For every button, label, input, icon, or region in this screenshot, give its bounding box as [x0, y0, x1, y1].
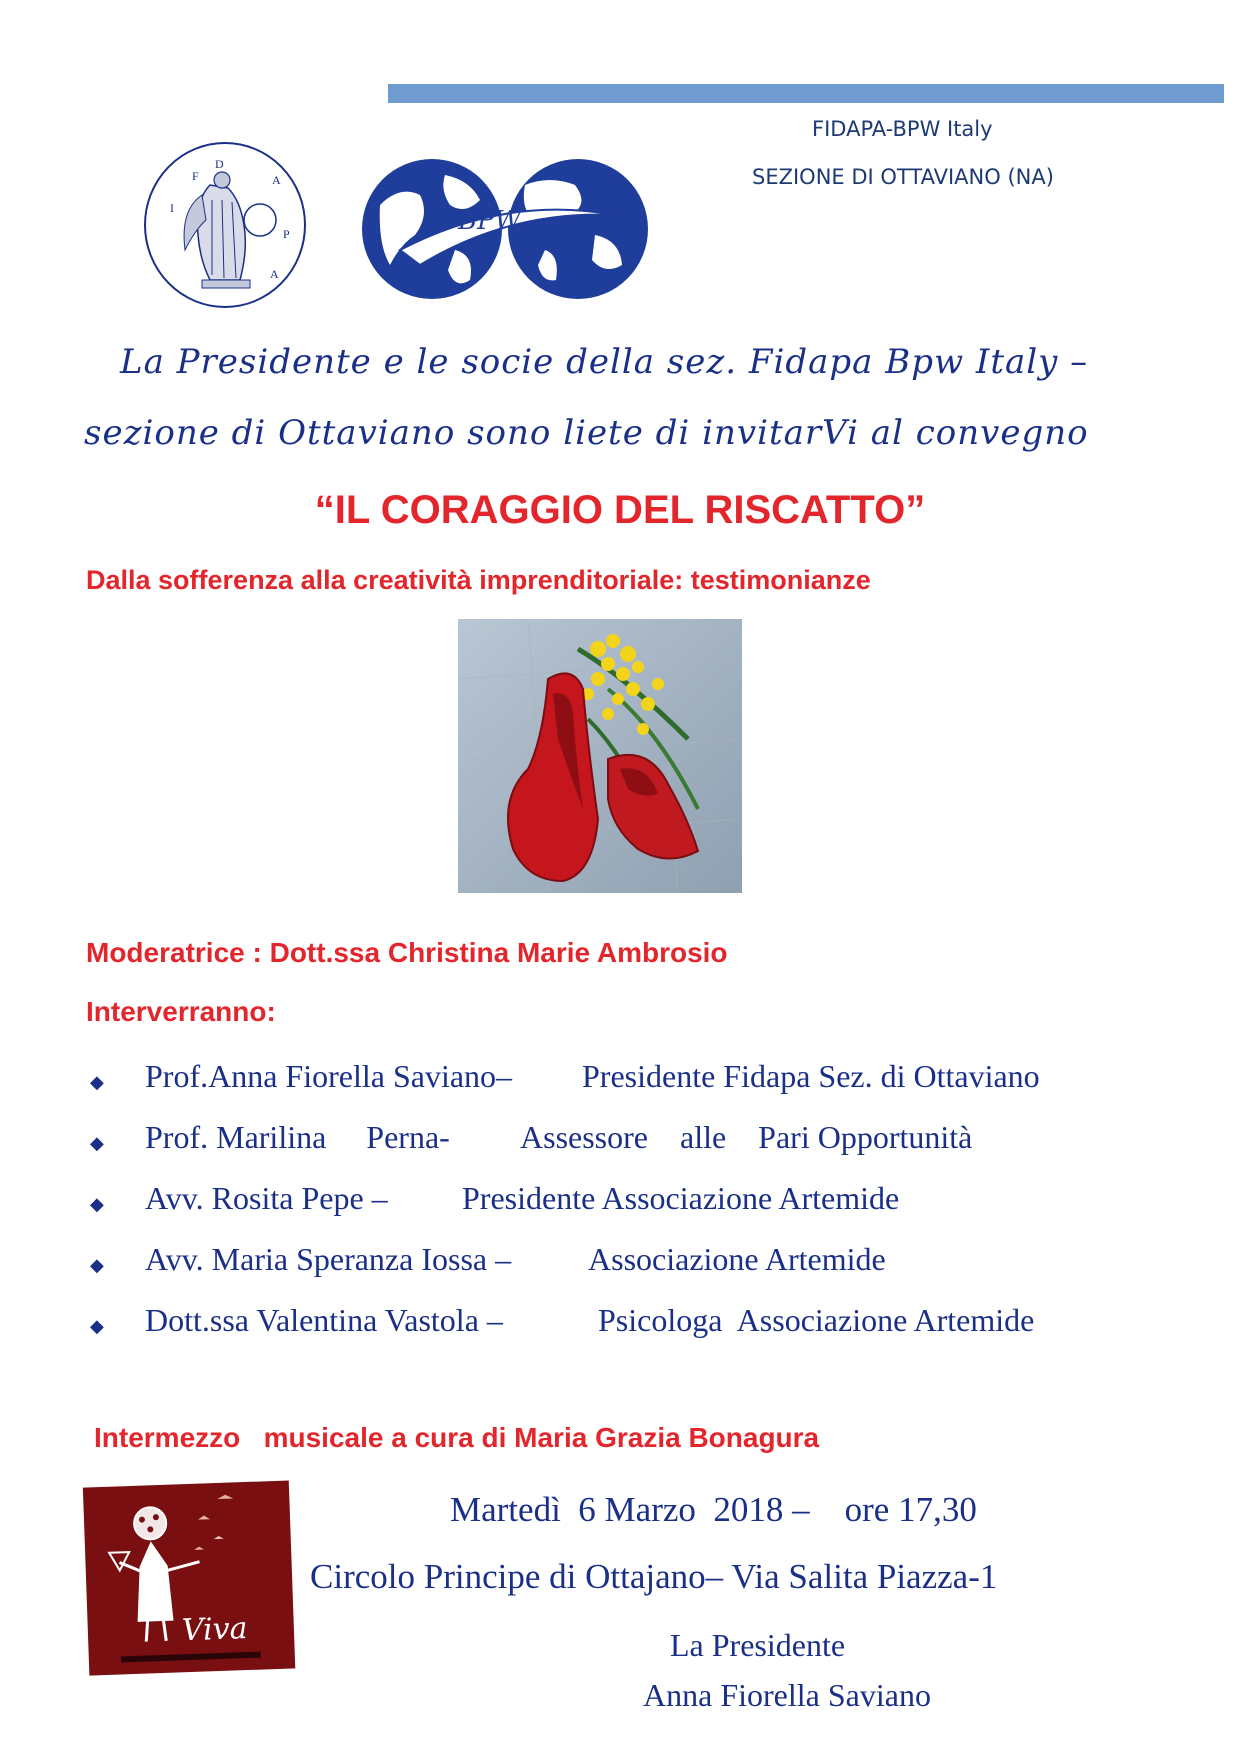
speaker-3-name: Avv. Rosita Pepe –	[145, 1180, 388, 1216]
event-venue: Circolo Principe di Ottajano– Via Salita Piazza-1	[310, 1557, 998, 1596]
bullet-icon: ◆	[90, 1133, 104, 1153]
seal-letter-i: I	[170, 201, 174, 215]
speaker-5-name: Dott.ssa Valentina Vastola –	[145, 1302, 503, 1338]
invitation-line-2: sezione di Ottaviano sono liete di invitarVi al convegno	[84, 413, 1089, 453]
viva-logo	[80, 1470, 300, 1682]
speaker-1-role: Presidente Fidapa Sez. di Ottaviano	[582, 1058, 1040, 1094]
viva-logo-text: Viva	[181, 1611, 249, 1649]
signature-title: La Presidente	[670, 1627, 846, 1663]
seal-letter-d: D	[215, 157, 224, 171]
seal-letter-f: F	[192, 169, 199, 183]
bullet-icon: ◆	[90, 1194, 104, 1214]
org-name: FIDAPA-BPW Italy	[812, 117, 993, 141]
bullet-icon: ◆	[90, 1255, 104, 1275]
header-bar	[388, 84, 1224, 103]
red-shoes-photo	[458, 619, 742, 893]
bpw-logo-text: BPW	[458, 206, 522, 236]
speaker-2-name: Prof. Marilina Perna-	[145, 1119, 450, 1155]
seal-letter-p: P	[283, 227, 290, 241]
signature-name: Anna Fiorella Saviano	[643, 1677, 931, 1713]
event-title: “IL CORAGGIO DEL RISCATTO”	[314, 488, 926, 532]
bullet-icon: ◆	[90, 1316, 104, 1336]
invitation-line-1: La Presidente e le socie della sez. Fidapa Bpw Italy –	[120, 342, 1089, 382]
fidapa-logo	[140, 140, 310, 310]
bpw-logo	[360, 155, 650, 303]
moderator: Moderatrice : Dott.ssa Christina Marie Ambrosio	[86, 937, 728, 968]
speaker-2-role: Assessore alle Pari Opportunità	[520, 1119, 973, 1155]
section-name: SEZIONE DI OTTAVIANO (NA)	[752, 165, 1054, 189]
seal-letter-a2: A	[270, 267, 279, 281]
event-subtitle: Dalla sofferenza alla creatività imprenditoriale: testimonianze	[86, 565, 871, 595]
speaker-4-role: Associazione Artemide	[588, 1241, 886, 1277]
speakers-heading: Interverranno:	[86, 996, 276, 1027]
bullet-icon: ◆	[90, 1072, 104, 1092]
musical-interlude: Intermezzo musicale a cura di Maria Grazia Bonagura	[94, 1422, 820, 1453]
speaker-3-role: Presidente Associazione Artemide	[462, 1180, 900, 1216]
speaker-1-name: Prof.Anna Fiorella Saviano–	[145, 1058, 513, 1094]
event-date-time: Martedì 6 Marzo 2018 – ore 17,30	[450, 1490, 977, 1529]
speaker-5-role: Psicologa Associazione Artemide	[598, 1302, 1035, 1338]
speaker-4-name: Avv. Maria Speranza Iossa –	[145, 1241, 512, 1277]
seal-letter-a1: A	[272, 173, 281, 187]
